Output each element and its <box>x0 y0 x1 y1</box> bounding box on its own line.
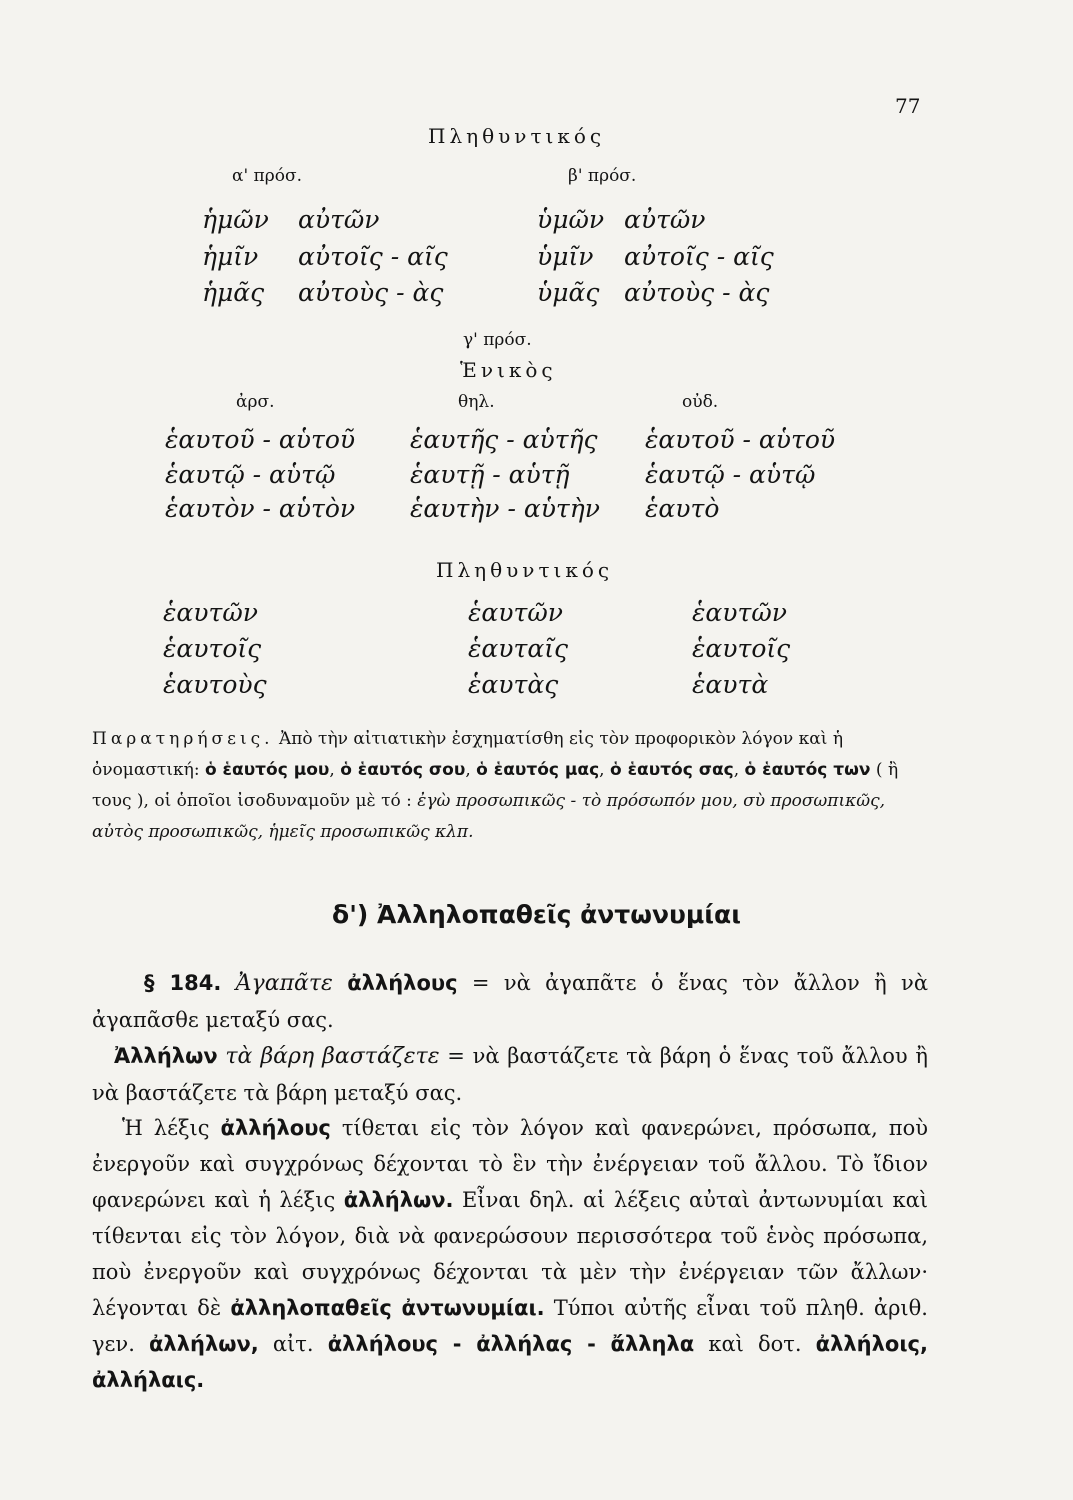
pronoun-form: ἑαυτοῖς <box>692 634 791 663</box>
bold-term: Ἀλλήλων <box>114 1044 218 1068</box>
pronoun-form: αὐτῶν <box>298 205 380 234</box>
bold-term: ὁ ἑαυτός μου <box>204 760 330 780</box>
pronoun-form: αὐτοῖς - αῖς <box>624 242 774 271</box>
pronoun-form: ὑμῖν <box>537 242 594 271</box>
paragraph-text: τίθεται εἰς τὸν λόγον καὶ φανερώνει, πρόσωπα, ποὺ ἐνεργοῦν καὶ συγχρόνως δέχονται τὸ ἓν τὴν ἐνέργειαν τοῦ ἄλλου. Τὸ ἴδιον φανερώνει καὶ ἡ λέξις <box>92 1116 928 1212</box>
bold-term: ἀλλήλων. <box>343 1188 454 1212</box>
paragraph-184 <box>92 965 928 1038</box>
pronoun-form: ἑαυτῶν <box>163 598 258 627</box>
paragraph-text: Εἶναι δηλ. αἱ λέξεις αὐταὶ ἀντωνυμίαι καὶ τίθενται εἰς τὸν λόγον, διὰ νὰ φανερώσουν περισσότερα τοῦ ἑνὸς πρόσωπα, ποὺ ἐνεργοῦν καὶ συγχρόνως δέχονται τὰ μὲν τὴν ἐνέργειαν τῶν ἄλλων· λέγονται δὲ <box>92 1188 928 1320</box>
observations-label: Παρατηρήσεις. <box>92 729 274 749</box>
bold-term: ἀλλήλους <box>220 1116 331 1140</box>
paragraph-text: αἰτ. <box>272 1332 314 1356</box>
singular-heading: Ἑνικὸς <box>460 358 557 382</box>
pronoun-form: ἑαυτοῦ - αὑτοῦ <box>645 425 836 454</box>
pronoun-form: ἑαυτῇ - αὑτῇ <box>410 460 570 489</box>
pronoun-form: ὑμῶν <box>537 205 605 234</box>
feminine-label: θηλ. <box>458 392 495 412</box>
pronoun-form: ἑαυτὰ <box>692 670 769 699</box>
pronoun-form: ἑαυτὸ <box>645 494 720 523</box>
bold-term: ἀλλήλους <box>347 971 458 995</box>
pronoun-form: αὐτοὺς - ὰς <box>298 278 444 307</box>
pronoun-form: ἑαυτὰς <box>468 670 559 699</box>
section-title: δ') Ἀλληλοπαθεῖς ἀντωνυμίαι <box>332 900 741 929</box>
pronoun-form: ἑαυτῶν <box>468 598 563 627</box>
observations-text: ( ἢ τους ), οἱ ὁποῖοι ἰσοδυναμοῦν μὲ τό : <box>92 760 899 811</box>
bold-term: ὁ ἑαυτός των <box>744 760 871 780</box>
first-person-label: α' πρόσ. <box>232 166 302 186</box>
third-plural-heading: Πληθυντικός <box>436 558 614 582</box>
page-number: 77 <box>895 94 921 118</box>
pronoun-form: ἑαυτῷ - αὑτῷ <box>165 460 336 489</box>
pronoun-form: ἑαυτῷ - αὑτῷ <box>645 460 816 489</box>
pronoun-form: ὑμᾶς <box>537 278 600 307</box>
italic-phrase: Ἀγαπᾶτε <box>235 971 333 996</box>
pronoun-form: αὐτοὺς - ὰς <box>624 278 770 307</box>
bold-term: ἀλλήλοις, ἀλλήλαις. <box>92 1332 928 1392</box>
pronoun-form: ἑαυτὴν - αὑτὴν <box>410 494 600 523</box>
second-person-label: β' πρόσ. <box>568 166 637 186</box>
paragraph-definition <box>92 1110 928 1398</box>
bold-term: ἀλλήλων, <box>148 1332 259 1356</box>
bold-term: ἀλλήλους - ἀλλήλας - ἄλληλα <box>327 1332 695 1356</box>
plural-heading: Πληθυντικός <box>428 124 606 148</box>
pronoun-form: ἑαυτὸν - αὑτὸν <box>165 494 356 523</box>
paragraph-allilon <box>92 1038 928 1111</box>
italic-examples: ἐγὼ προσωπικῶς - τὸ πρόσωπόν μου, σὺ προσωπικῶς, αὐτὸς προσωπικῶς, ἡμεῖς προσωπικῶς κλπ. <box>92 791 886 842</box>
masculine-label: ἀρσ. <box>236 392 275 412</box>
paragraph-text: = νὰ ἀγαπᾶτε ὁ ἕνας τὸν ἄλλον ἢ νὰ ἀγαπᾶσθε μεταξύ σας. <box>92 971 929 1032</box>
bold-term: ὁ ἑαυτός σου <box>340 760 466 780</box>
paragraph-text: καὶ δοτ. <box>708 1332 802 1356</box>
bold-term: ἀλληλοπαθεῖς ἀντωνυμίαι. <box>230 1296 545 1320</box>
neuter-label: οὐδ. <box>682 392 719 412</box>
paragraph-text: Ἡ λέξις <box>122 1116 210 1140</box>
paragraph-text: Τύποι αὐτῆς εἶναι τοῦ πληθ. ἀριθ. γεν. <box>92 1296 928 1356</box>
pronoun-form: ἑαυτοῖς <box>163 634 262 663</box>
pronoun-form: αὐτοῖς - αῖς <box>298 242 448 271</box>
pronoun-form: ἑαυτῶν <box>692 598 787 627</box>
pronoun-form: ἑαυταῖς <box>468 634 569 663</box>
paragraph-number: § 184. <box>144 971 222 995</box>
pronoun-form: ἡμᾶς <box>202 278 265 307</box>
observations-paragraph: Παρατηρήσεις. Ἀπὸ τὴν αἰτιατικὴν ἐσχηματίσθη εἰς τὸν προφορικὸν λόγον καὶ ἡ ὀνομαστική: ὁ ἑαυτός μου, ὁ ἑαυτός σου, ὁ ἑαυτός μας, ὁ ἑαυτός σας, ὁ ἑαυτός των ( ἢ τους ), οἱ ὁποῖοι ἰσοδυναμοῦν μὲ τό : ἐγὼ προσωπικῶς - τὸ πρόσωπόν μου, σὺ προσωπικῶς, αὐτὸς προσωπικῶς, ἡμεῖς προσωπικῶς κλπ. <box>92 729 899 842</box>
italic-phrase: τὰ βάρη βαστάζετε <box>225 1044 440 1069</box>
observations-text: Ἀπὸ τὴν αἰτιατικὴν ἐσχηματίσθη εἰς τὸν προφορικὸν λόγον καὶ ἡ ὀνομαστική: <box>92 729 844 780</box>
pronoun-form: ἑαυτοὺς <box>163 670 267 699</box>
pronoun-form: ἡμῶν <box>202 205 269 234</box>
third-person-label: γ' πρόσ. <box>463 330 532 350</box>
pronoun-form: ἡμῖν <box>202 242 259 271</box>
bold-term: ὁ ἑαυτός μας <box>476 760 600 780</box>
pronoun-form: αὐτῶν <box>624 205 706 234</box>
pronoun-form: ἑαυτοῦ - αὑτοῦ <box>165 425 356 454</box>
pronoun-form: ἑαυτῆς - αὑτῆς <box>410 425 598 454</box>
paragraph-text: = νὰ βαστάζετε τὰ βάρη ὁ ἕνας τοῦ ἄλλου ἢ νὰ βαστάζετε τὰ βάρη μεταξύ σας. <box>92 1044 929 1105</box>
bold-term: ὁ ἑαυτός σας <box>609 760 734 780</box>
